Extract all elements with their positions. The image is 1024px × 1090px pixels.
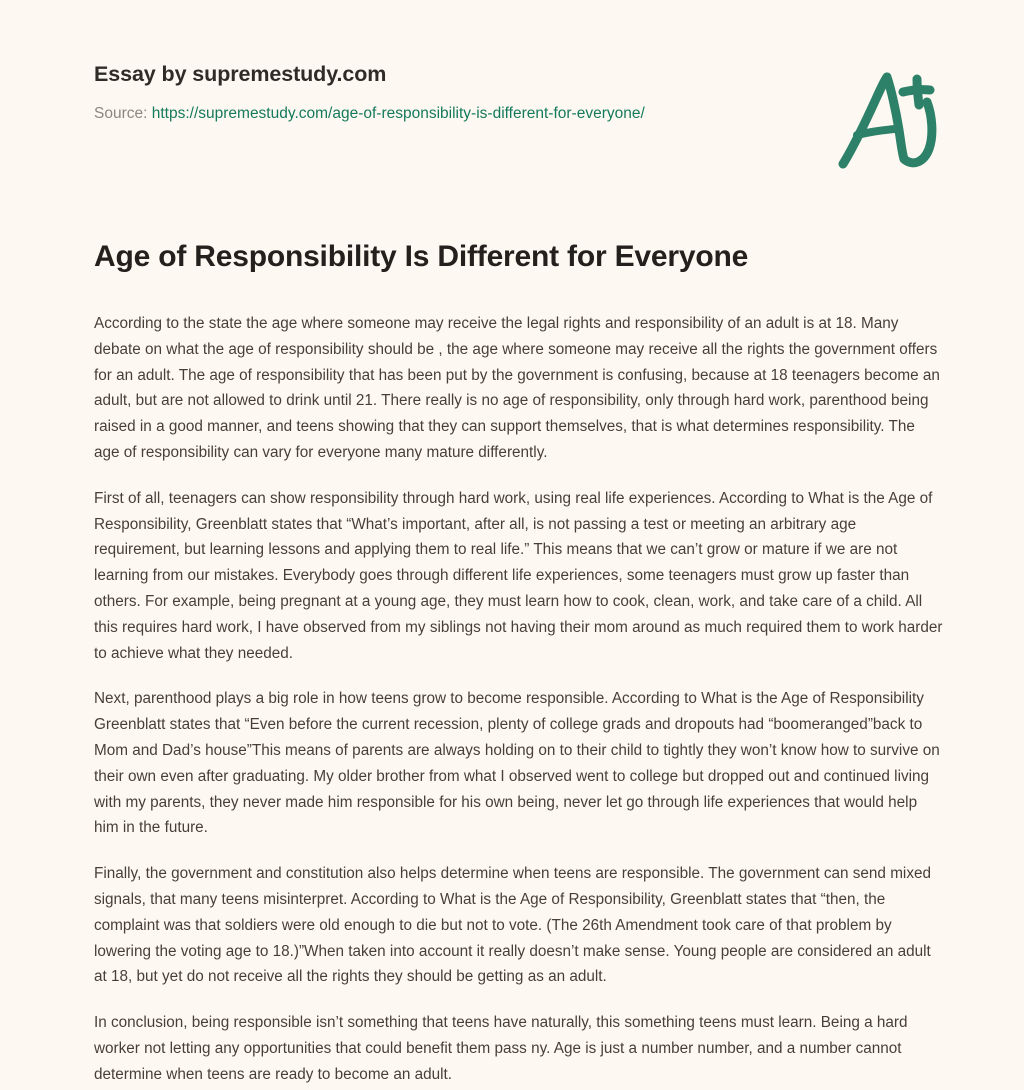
paragraph: Next, parenthood plays a big role in how teens grow to become responsible. According to What is the Age of Responsibility Greenblatt states that “Even before the current recession, plenty of college grads and dropouts had “boomeranged”back to Mom and Dad’s house”This means of parents are always holding on to their child to tightly they won’t know how to survive on their own even after graduating. My older brother from what I observed went to college but dropped out and continued living with my parents, they never made him responsible for his own being, never let go through life experiences that would help him in the future. xyxy=(94,690,940,837)
source-url-link[interactable]: https://supremestudy.com/age-of-responsibility-is-different-for-everyone/ xyxy=(151,104,645,122)
paragraph: According to the state the age where someone may receive the legal rights and responsibility of an adult is at 18. Many debate on what the age of responsibility should be , the age where someone may receive all the rights the government offers for an adult. The age of responsibility that has been put by the government is confusing, because at 18 teenagers become an adult, but are not allowed to drink until 21. There really is no age of responsibility, only through hard work, parenthood being raised in a good manner, and teens showing that they can support themselves, that is what determines responsibility. The age of responsibility can vary for everyone many mature differently. xyxy=(94,315,940,461)
document-header xyxy=(94,62,944,124)
a-plus-logo-icon xyxy=(831,63,949,175)
page-title: Age of Responsibility Is Different for Everyone xyxy=(94,240,749,273)
source-line xyxy=(94,104,944,124)
paragraph: Finally, the government and constitution also helps determine when teens are responsible. The government can send mixed signals, that many teens misinterpret. According to What is the Age of Responsibility, Greenblatt states that “then, the complaint was that soldiers were old enough to die but not to vote. (The 26th Amendment took care of that problem by lowering the voting age to 18.)”When taken into account it really doesn’t make sense. Young people are considered an adult at 18, but yet do not receive all the rights they should be getting as an adult. xyxy=(94,865,931,986)
source-label: Source: xyxy=(94,104,148,122)
byline: Essay by supremestudy.com xyxy=(94,62,387,86)
paragraph: First of all, teenagers can show responsibility through hard work, using real life experiences. According to What is the Age of Responsibility, Greenblatt states that “What’s important, after all, is not passing a test or meeting an arbitrary age requirement, but learning lessons and applying them to real life.” This means that we can’t grow or mature if we are not learning from our mistakes. Everybody goes through different life experiences, some teenagers must grow up faster than others. For example, being pregnant at a young age, they must learn how to cook, clean, work, and take care of a child. All this requires hard work, I have observed from my siblings not having their mom around as much required them to work harder to achieve what they needed. xyxy=(94,489,943,662)
paragraph: In conclusion, being responsible isn’t something that teens have naturally, this something teens must learn. Being a hard worker not letting any opportunities that could benefit them pass ny. Age is just a number number, and a number cannot determine when teens are ready to become an adult. xyxy=(94,1014,908,1083)
essay-body xyxy=(94,311,944,1088)
